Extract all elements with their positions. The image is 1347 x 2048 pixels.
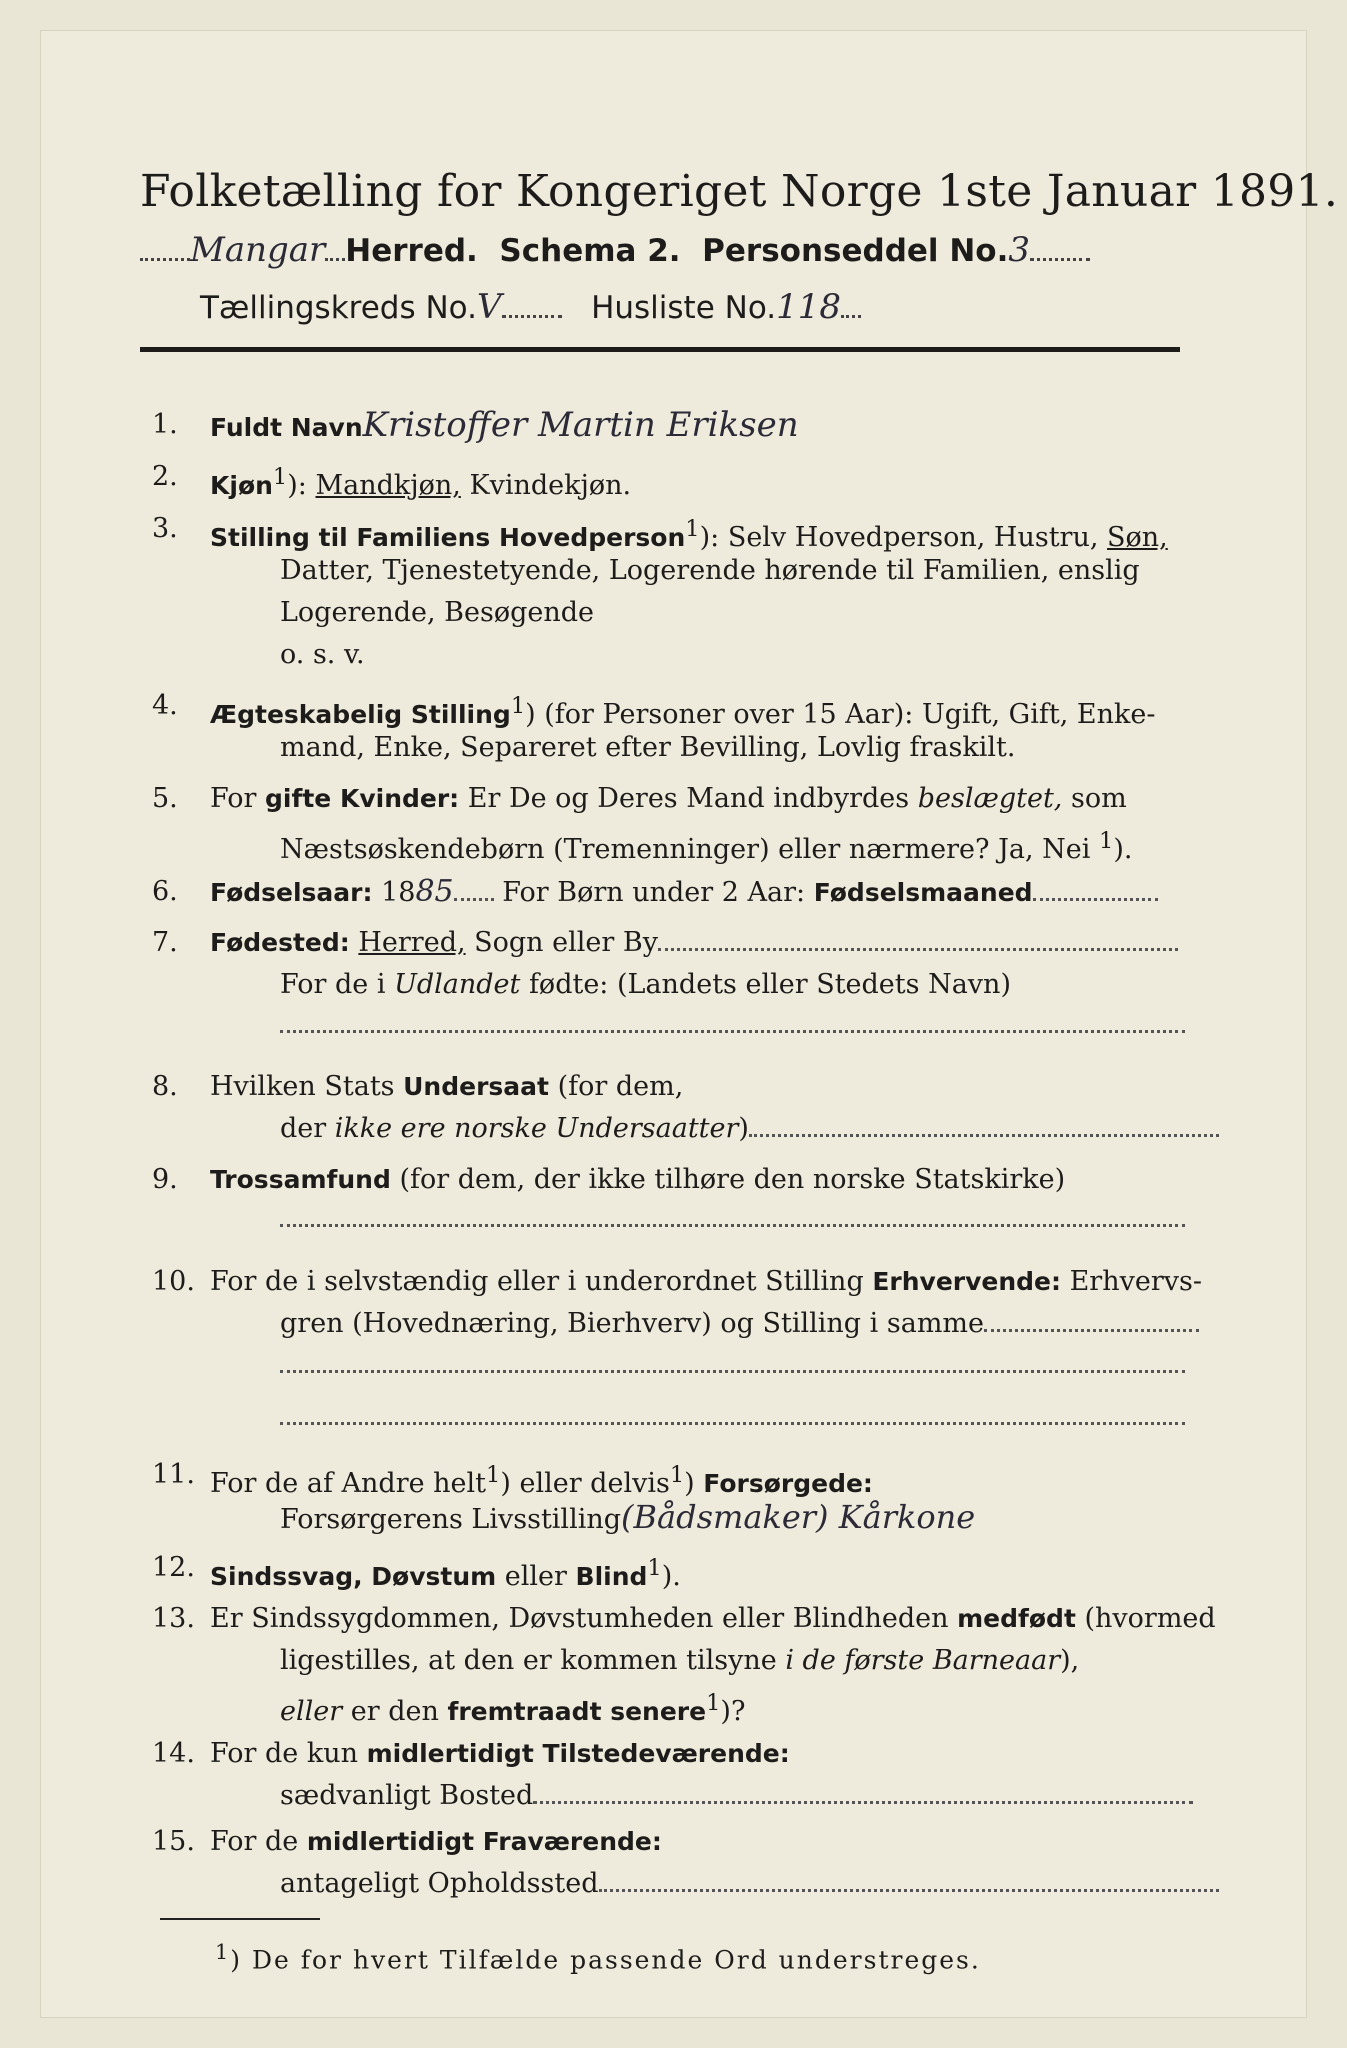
- item-text: For de: [210, 1826, 307, 1857]
- item-text: (hvormed: [1075, 1603, 1216, 1634]
- footnote-ref: 1: [510, 693, 526, 719]
- item-label: medfødt: [957, 1604, 1076, 1633]
- footnote-ref: 1: [215, 1940, 231, 1964]
- item-text: Næstsøskendebørn (Tremenninger) eller nærmere? Ja, Nei: [280, 834, 1100, 865]
- option-herred-selected: Herred,: [358, 927, 466, 958]
- item-number: 8.: [152, 1071, 178, 1102]
- option-kvindekjon: Kvindekjøn.: [460, 470, 632, 501]
- item-text: Erhvervs-: [1061, 1266, 1202, 1297]
- item-text: (for dem, der ikke tilhøre den norske Statskirke): [390, 1164, 1066, 1195]
- answer-line: [280, 1422, 1185, 1425]
- birth-year-handwritten: 85: [415, 874, 454, 909]
- item-number: 6.: [152, 876, 178, 907]
- kreds-handwritten: V: [476, 287, 502, 327]
- item-text: Logerende, Besøgende: [280, 597, 594, 628]
- item-text: ): [684, 1468, 704, 1499]
- item-label: gifte Kvinder:: [265, 784, 460, 813]
- form-title: Folketælling for Kongeriget Norge 1ste Januar 1891.: [140, 166, 1339, 217]
- item-label: Blind: [575, 1562, 648, 1591]
- option-mandkjon-selected: Mandkjøn,: [315, 470, 461, 501]
- item-label: midlertidigt Fraværende:: [306, 1827, 662, 1856]
- item-number: 15.: [152, 1826, 195, 1857]
- item-number: 14.: [152, 1738, 195, 1769]
- item-text: ).: [661, 1561, 681, 1592]
- footnote-ref: 1: [486, 1462, 501, 1488]
- item-text: For de kun: [210, 1738, 367, 1769]
- item-text: Udlandet: [394, 969, 521, 1000]
- item-text: ):: [287, 470, 316, 501]
- item-text: Er Sindssygdommen, Døvstumheden eller Blindheden: [210, 1603, 958, 1634]
- footnote-ref: 1: [706, 1690, 721, 1716]
- item-text: sædvanligt Bosted: [280, 1780, 534, 1811]
- footnote-ref: 1: [685, 516, 700, 542]
- personseddel-handwritten: 3: [1008, 230, 1030, 270]
- item-text: ) (for Personer over 15 Aar): Ugift, Gift, Enke-: [525, 699, 1156, 730]
- kreds-line: [200, 287, 861, 327]
- option-son-selected: Søn,: [1107, 522, 1168, 553]
- personseddel-label: Personseddel No.: [702, 233, 1009, 269]
- item-label: Ægteskabelig Stilling: [210, 700, 511, 729]
- item-number: 7.: [152, 927, 178, 958]
- item-text: eller: [496, 1561, 576, 1592]
- item-text: For Børn under 2 Aar:: [493, 877, 814, 908]
- footnote-ref: 1: [1099, 828, 1114, 854]
- footnote-ref: 1: [647, 1555, 662, 1581]
- item-number: 13.: [152, 1603, 195, 1634]
- item-label: Stilling til Familiens Hovedperson: [210, 523, 686, 552]
- item-text: Sogn eller By: [465, 927, 658, 958]
- item-number: 11.: [152, 1459, 195, 1490]
- item-text: o. s. v.: [280, 639, 365, 670]
- item-text: ): [738, 1113, 749, 1144]
- item-label: Fuldt Navn: [210, 413, 363, 442]
- item-text: antageligt Opholdssted: [280, 1868, 599, 1899]
- item-label: Undersaat: [403, 1072, 549, 1101]
- header-divider: [140, 347, 1180, 352]
- item-text: der: [280, 1113, 335, 1144]
- item-label: midlertidigt Tilstedeværende:: [366, 1739, 790, 1768]
- kreds-label: Tællingskreds No.: [200, 290, 477, 326]
- footnote-text: ) De for hvert Tilfælde passende Ord understreges.: [230, 1945, 981, 1975]
- item-label: Kjøn: [210, 471, 273, 500]
- item-text: gren (Hovednæring, Bierhverv) og Stilling i samme: [280, 1308, 985, 1339]
- husliste-handwritten: 118: [776, 287, 841, 327]
- item-number: 10.: [152, 1266, 195, 1297]
- item-text: mand, Enke, Separeret efter Bevilling, Lovlig fraskilt.: [280, 732, 1016, 763]
- answer-line: [280, 1030, 1185, 1033]
- schema-label: Schema 2.: [499, 233, 681, 269]
- item-text: Datter, Tjenestetyende, Logerende hørende til Familien, enslig: [280, 555, 1140, 586]
- item-text: ikke ere norske Undersaatter: [334, 1113, 739, 1144]
- item-label: Forsørgede:: [703, 1469, 873, 1498]
- item-label: Sindssvag, Døvstum: [210, 1562, 497, 1591]
- item-text: For: [210, 783, 266, 814]
- item-text: Forsørgerens Livsstilling: [280, 1504, 622, 1535]
- item-label: Trossamfund: [210, 1165, 391, 1194]
- provider-occupation-handwritten: (Bådsmaker) Kårkone: [621, 1498, 976, 1536]
- item-text: ligestilles, at den er kommen tilsyne: [280, 1645, 786, 1676]
- footnote-ref: 1: [669, 1462, 685, 1488]
- item-text: For de i: [280, 969, 395, 1000]
- item-label: Fødested:: [210, 928, 350, 957]
- item-text: (for dem,: [548, 1071, 684, 1102]
- item-text: fødte: (Landets eller Stedets Navn): [520, 969, 1011, 1000]
- item-number: 5.: [152, 783, 178, 814]
- item-text: For de af Andre helt: [210, 1468, 487, 1499]
- item-text: )?: [720, 1696, 746, 1727]
- footnote: [215, 1940, 981, 1974]
- item-label: Fødselsaar:: [210, 878, 373, 907]
- item-label: Erhvervende:: [872, 1267, 1062, 1296]
- item-text: ) eller delvis: [500, 1468, 670, 1499]
- item-text: i de første Barneaar: [785, 1645, 1061, 1676]
- footnote-ref: 1: [272, 464, 288, 490]
- item-text: Er De og Deres Mand indbyrdes: [459, 783, 918, 814]
- item-label: Fødselsmaaned: [813, 878, 1033, 907]
- husliste-label: Husliste No.: [591, 290, 777, 326]
- item-text: Hvilken Stats: [210, 1071, 404, 1102]
- herred-label: Herred.: [345, 233, 478, 269]
- item-number: 4.: [152, 690, 178, 721]
- item-label: fremtraadt senere: [447, 1697, 707, 1726]
- item-text: ): Selv Hovedperson, Hustru,: [699, 522, 1108, 553]
- item-number: 3.: [152, 513, 178, 544]
- item-text: 18: [372, 877, 416, 908]
- item-text: er den: [342, 1696, 448, 1727]
- answer-line: [280, 1224, 1185, 1227]
- full-name-handwritten: Kristoffer Martin Eriksen: [362, 405, 799, 445]
- item-text: eller: [280, 1696, 343, 1727]
- item-number: 2.: [152, 461, 178, 492]
- herred-handwritten: Mangar: [190, 230, 326, 270]
- answer-line: [280, 1370, 1185, 1373]
- herred-line: [140, 230, 1090, 270]
- item-number: 9.: [152, 1164, 178, 1195]
- item-number: 1.: [152, 409, 178, 440]
- item-text: ).: [1113, 834, 1133, 865]
- item-number: 12.: [152, 1552, 195, 1583]
- item-text: For de i selvstændig eller i underordnet Stilling: [210, 1266, 873, 1297]
- footnote-divider: [160, 1918, 320, 1920]
- item-text: som: [1062, 783, 1127, 814]
- item-text: beslægtet,: [917, 783, 1063, 814]
- item-text: ),: [1060, 1645, 1080, 1676]
